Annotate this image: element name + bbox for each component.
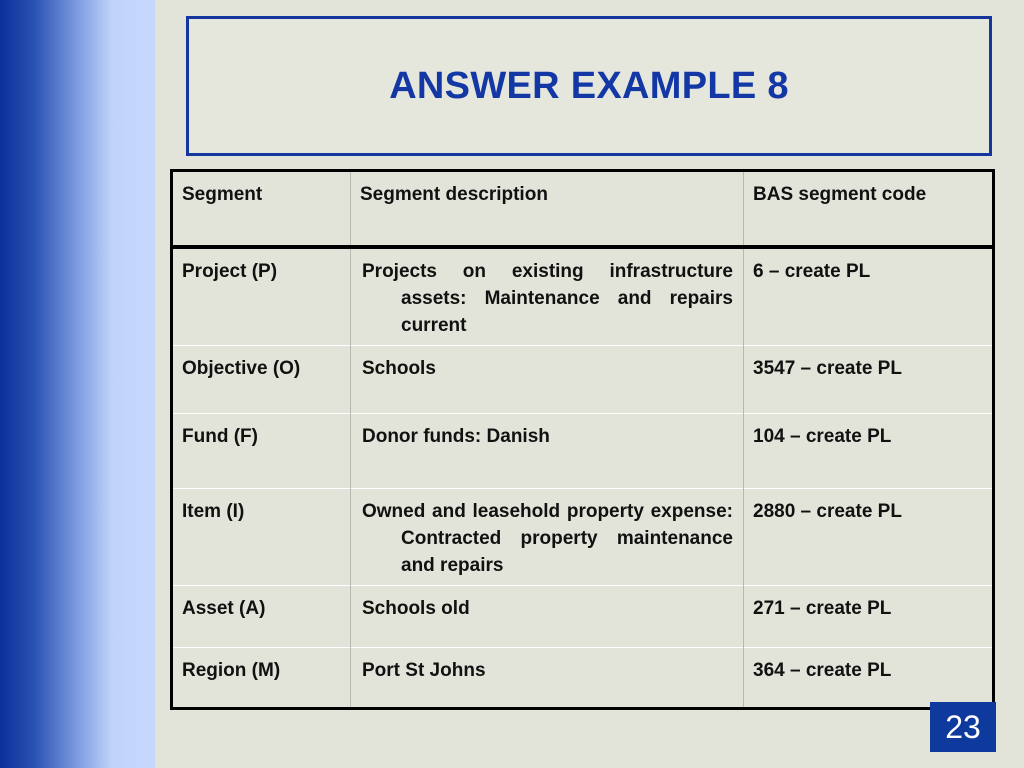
code-cell: 6 – create PL [744, 247, 994, 346]
description-cell: Projects on existing infrastructure assets: Maintenance and repairs current [351, 247, 744, 346]
segment-cell: Objective (O) [172, 346, 351, 414]
table-row [172, 346, 994, 414]
table-row [172, 648, 994, 709]
code-cell: 364 – create PL [744, 648, 994, 709]
description-cell: Donor funds: Danish [351, 414, 744, 489]
segment-cell: Project (P) [172, 247, 351, 346]
description-cell: Port St Johns [351, 648, 744, 709]
table-row [172, 489, 994, 586]
slide-title: ANSWER EXAMPLE 8 [389, 64, 789, 107]
table-row [172, 247, 994, 346]
segment-table [170, 169, 995, 710]
table-row [172, 586, 994, 648]
code-cell: 104 – create PL [744, 414, 994, 489]
code-cell: 271 – create PL [744, 586, 994, 648]
segment-cell: Item (I) [172, 489, 351, 586]
title-box [186, 16, 992, 156]
header-description: Segment description [351, 171, 744, 248]
description-cell: Schools [351, 346, 744, 414]
side-gradient-band [0, 0, 155, 768]
page-number-badge [930, 702, 996, 752]
header-bas-code: BAS segment code [744, 171, 994, 248]
page-number: 23 [945, 708, 981, 745]
segment-cell: Fund (F) [172, 414, 351, 489]
code-cell: 3547 – create PL [744, 346, 994, 414]
table-header-row [172, 171, 994, 248]
description-cell: Owned and leasehold property expense: Contracted property maintenance and repairs [351, 489, 744, 586]
header-segment: Segment [172, 171, 351, 248]
code-cell: 2880 – create PL [744, 489, 994, 586]
segment-cell: Asset (A) [172, 586, 351, 648]
description-cell: Schools old [351, 586, 744, 648]
table-row [172, 414, 994, 489]
segment-cell: Region (M) [172, 648, 351, 709]
